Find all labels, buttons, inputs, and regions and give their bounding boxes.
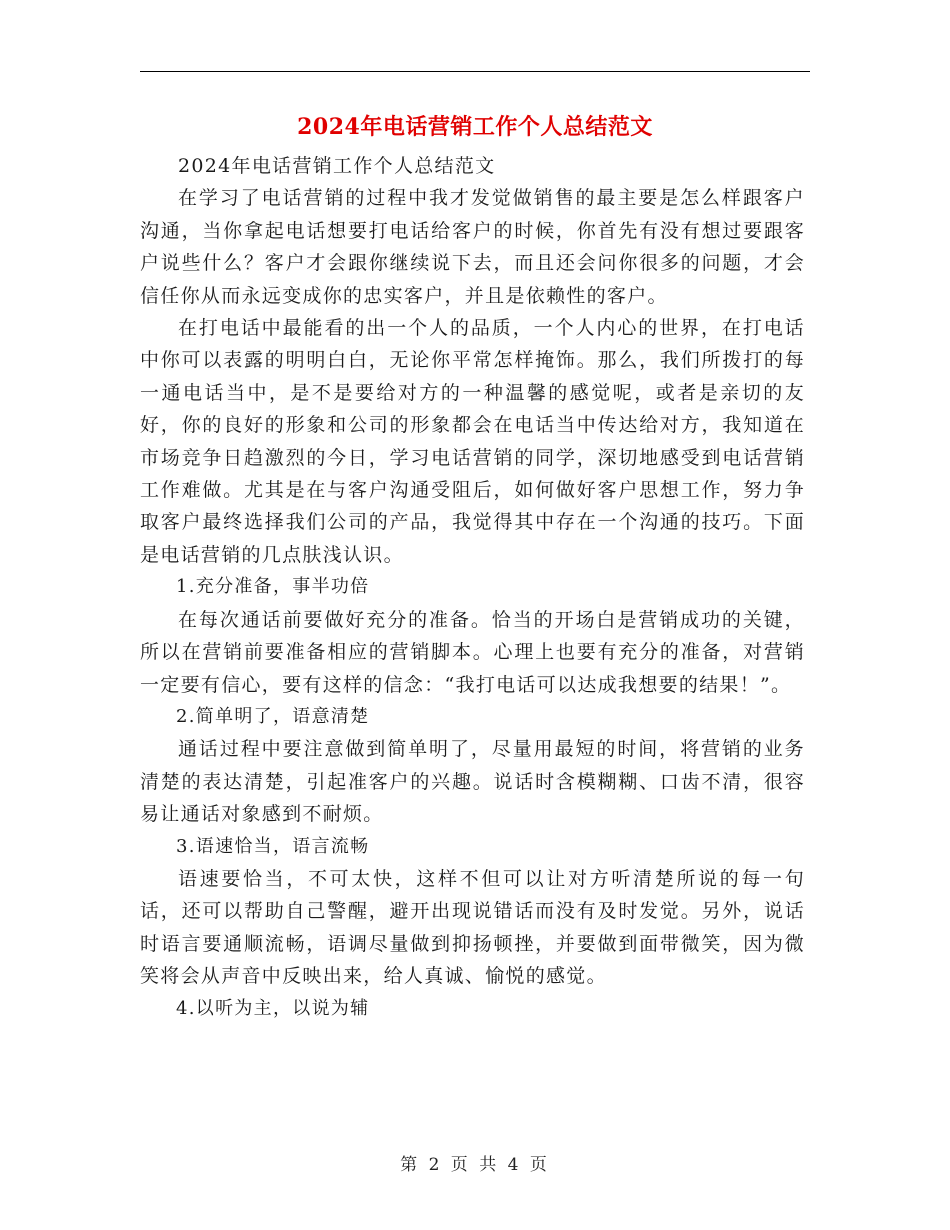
section-heading: 3.语速恰当，语言流畅 [176, 835, 370, 857]
header-rule [140, 71, 810, 72]
section-heading: 1.充分准备，事半功倍 [176, 576, 370, 598]
body-paragraph: 通话过程中要注意做到简单明了，尽量用最短的时间，将营销的业务清楚的表达清楚，引起准客户的兴趣。说话时含模糊糊、口齿不清，很容易让通话对象感到不耐烦。 [140, 738, 805, 826]
body-paragraph: 在学习了电话营销的过程中我才发觉做销售的最主要是怎么样跟客户沟通，当你拿起电话想要打电话给客户的时候，你首先有没有想过要跟客户说些什么？客户才会跟你继续说下去，而且还会问你很多的问题，才会信任你从而永远变成你的忠实客户，并且是依赖性的客户。 [140, 187, 805, 307]
body-paragraph: 在每次通话前要做好充分的准备。恰当的开场白是营销成功的关键，所以在营销前要准备相应的营销脚本。心理上也要有充分的准备，对营销一定要有信心，要有这样的信念：“我打电话可以达成我想要的结果！”。 [140, 608, 805, 696]
section-heading: 4.以听为主，以说为辅 [176, 997, 370, 1019]
document-title: 2024年电话营销工作个人总结范文 [297, 114, 653, 140]
body-paragraph: 语速要恰当，不可太快，这样不但可以让对方听清楚所说的每一句话，还可以帮助自己警醒，避开出现说错话而没有及时发觉。另外，说话时语言要通顺流畅，语调尽量做到抑扬顿挫，并要做到面带微笑，因为微笑将会从声音中反映出来，给人真诚、愉悦的感觉。 [140, 867, 805, 988]
body-paragraph: 在打电话中最能看的出一个人的品质，一个人内心的世界，在打电话中你可以表露的明明白白，无论你平常怎样掩饰。那么，我们所拨打的每一通电话当中，是不是要给对方的一种温馨的感觉呢，或者是亲切的友好，你的良好的形象和公司的形象都会在电话当中传达给对方，我知道在市场竞争日趋激烈的今日，学习电话营销的同学，深切地感受到电话营销工作难做。尤其是在与客户沟通受阻后，如何做好客户思想工作，努力争取客户最终选择我们公司的产品，我觉得其中存在一个沟通的技巧。下面是电话营销的几点肤浅认识。 [140, 317, 805, 566]
document-body [140, 150, 805, 1025]
page-number-footer: 第 2 页 共 4 页 [400, 1155, 550, 1175]
section-heading: 2.简单明了，语意清楚 [176, 705, 370, 727]
subtitle-paragraph: 2024年电话营销工作个人总结范文 [178, 155, 496, 177]
